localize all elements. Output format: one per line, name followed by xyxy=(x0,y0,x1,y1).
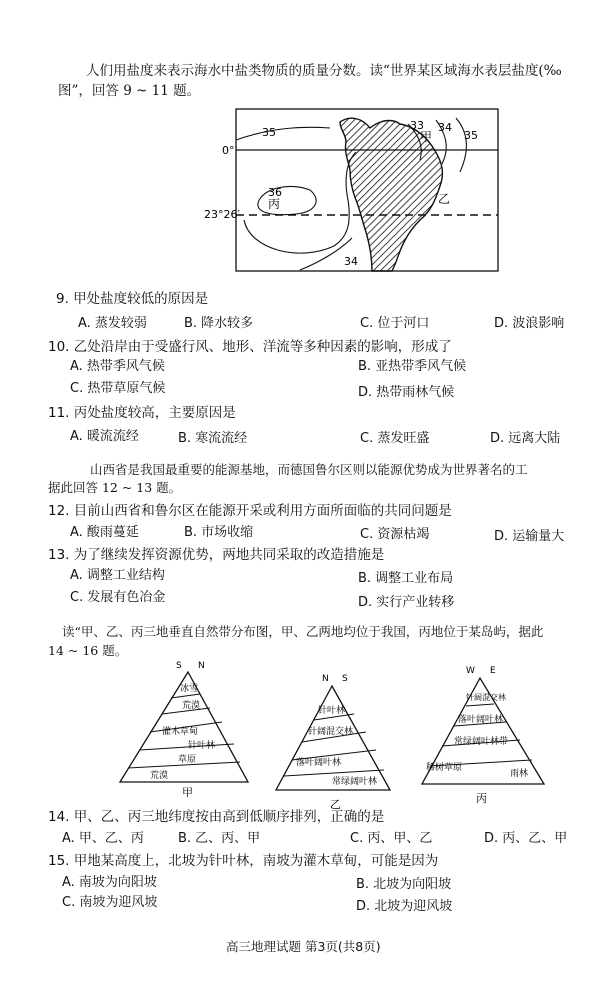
bing-band-2: 落叶阔叶林 xyxy=(458,715,504,725)
isohaline-33-label: 33 xyxy=(410,119,424,132)
jia-band-3: 灌木草甸 xyxy=(162,727,199,737)
bing-band-1: 针阔混交林 xyxy=(466,693,506,702)
bing-band-5: 雨林 xyxy=(510,769,529,779)
q14-option-c: C. 丙、甲、乙 xyxy=(350,831,433,846)
jia-dir-left: S xyxy=(176,661,182,671)
jia-band-1: 冰雪 xyxy=(180,684,199,694)
q13-option-b: B. 调整工业布局 xyxy=(358,571,454,586)
q12-option-a: A. 酸雨蔓延 xyxy=(70,525,139,540)
yi-label: 乙 xyxy=(438,192,451,206)
yi-band-2: 针阔混交林 xyxy=(308,727,354,737)
bing-dir-left: W xyxy=(466,666,475,676)
q9-option-c: C. 位于河口 xyxy=(360,316,430,331)
isohaline-34b-label: 34 xyxy=(344,255,358,268)
triangle-bing xyxy=(422,666,544,805)
yi-dir-left: N xyxy=(322,674,329,684)
tropic-label: 23°26′ xyxy=(204,208,240,221)
page-footer: 高三地理试题 第3页(共8页) xyxy=(226,939,381,954)
isohaline-36-label: 36 xyxy=(268,186,282,199)
intro-line-2: 图”，回答 9 ~ 11 题。 xyxy=(58,83,201,99)
q11-option-b: B. 寒流流经 xyxy=(178,431,248,446)
q10-option-b: B. 亚热带季风气候 xyxy=(358,359,467,374)
q13-stem: 13. 为了继续发挥资源优势，两地共同采取的改造措施是 xyxy=(48,547,385,563)
q15-option-c: C. 南坡为迎风坡 xyxy=(62,895,158,910)
intro2-line-1: 山西省是我国最重要的能源基地，而德国鲁尔区则以能源优势成为世界著名的工 xyxy=(90,462,528,477)
q15-stem: 15. 甲地某高度上，北坡为针叶林，南坡为灌木草甸，可能是因为 xyxy=(48,853,439,869)
bing-dir-right: E xyxy=(490,666,496,676)
q9-option-d: D. 波浪影响 xyxy=(494,316,565,331)
q11-option-d: D. 远离大陆 xyxy=(490,431,561,446)
yi-band-3: 落叶阔叶林 xyxy=(296,758,342,768)
bing-caption: 丙 xyxy=(476,792,487,805)
equator-label: 0° xyxy=(222,144,235,157)
intro3-line-2: 14 ~ 16 题。 xyxy=(48,643,128,658)
bing-band-3: 常绿阔叶林带 xyxy=(454,737,509,747)
triangle-jia xyxy=(120,661,248,799)
q14-option-d: D. 丙、乙、甲 xyxy=(484,831,568,846)
q14-option-a: A. 甲、乙、丙 xyxy=(62,831,144,846)
q12-option-c: C. 资源枯竭 xyxy=(360,527,430,542)
q9-option-b: B. 降水较多 xyxy=(184,316,254,331)
q10-option-a: A. 热带季风气候 xyxy=(70,359,165,374)
jia-band-6: 荒漠 xyxy=(150,771,169,781)
q12-option-b: B. 市场收缩 xyxy=(184,525,254,540)
intro-line-1: 人们用盐度来表示海水中盐类物质的质量分数。读“世界某区域海水表层盐度(‰ xyxy=(86,63,562,79)
q15-option-d: D. 北坡为迎风坡 xyxy=(356,899,453,914)
yi-caption: 乙 xyxy=(330,798,341,811)
q10-option-c: C. 热带草原气候 xyxy=(70,381,166,396)
vertical-zonation-figure xyxy=(0,655,600,825)
q13-option-c: C. 发展有色冶金 xyxy=(70,590,166,605)
isohaline-35-label: 35 xyxy=(262,126,276,139)
q10-stem: 10. 乙处沿岸由于受盛行风、地形、洋流等多种因素的影响，形成了 xyxy=(48,339,452,355)
q11-stem: 11. 丙处盐度较高，主要原因是 xyxy=(48,405,236,421)
q9-option-a: A. 蒸发较弱 xyxy=(78,316,147,331)
jia-caption: 甲 xyxy=(182,786,193,799)
q11-option-c: C. 蒸发旺盛 xyxy=(360,431,430,446)
q15-option-b: B. 北坡为向阳坡 xyxy=(356,877,452,892)
intro2-line-2: 据此回答 12 ~ 13 题。 xyxy=(48,480,182,495)
jia-label: 甲 xyxy=(420,130,433,144)
jia-band-5: 草原 xyxy=(178,755,197,765)
bing-label: 丙 xyxy=(268,197,281,211)
q13-option-a: A. 调整工业结构 xyxy=(70,568,165,583)
jia-band-2: 荒漠 xyxy=(182,701,201,711)
q14-option-b: B. 乙、丙、甲 xyxy=(178,831,261,846)
q10-option-d: D. 热带雨林气候 xyxy=(358,385,455,400)
q15-option-a: A. 南坡为向阳坡 xyxy=(62,875,157,890)
q13-option-d: D. 实行产业转移 xyxy=(358,595,455,610)
jia-dir-right: N xyxy=(198,661,205,671)
triangle-yi xyxy=(276,674,390,811)
yi-band-4: 常绿阔叶林 xyxy=(332,777,378,787)
yi-dir-right: S xyxy=(342,674,348,684)
intro3-line-1: 读“甲、乙、丙三地垂直自然带分布图，甲、乙两地均位于我国，丙地位于某岛屿，据此 xyxy=(62,624,544,639)
isohaline-34-label: 34 xyxy=(438,121,452,134)
isohaline-35b-label: 35 xyxy=(464,129,478,142)
q14-stem: 14. 甲、乙、丙三地纬度按由高到低顺序排列，正确的是 xyxy=(48,809,385,825)
q12-option-d: D. 运输量大 xyxy=(494,529,565,544)
yi-band-1: 针叶林 xyxy=(318,706,346,716)
q11-option-a: A. 暖流流经 xyxy=(70,429,139,444)
jia-band-4: 针叶林 xyxy=(188,741,216,751)
q9-stem: 9. 甲处盐度较低的原因是 xyxy=(56,291,209,307)
q12-stem: 12. 目前山西省和鲁尔区在能源开采或利用方面所面临的共同问题是 xyxy=(48,503,452,519)
bing-band-4: 稀树草原 xyxy=(426,763,463,773)
